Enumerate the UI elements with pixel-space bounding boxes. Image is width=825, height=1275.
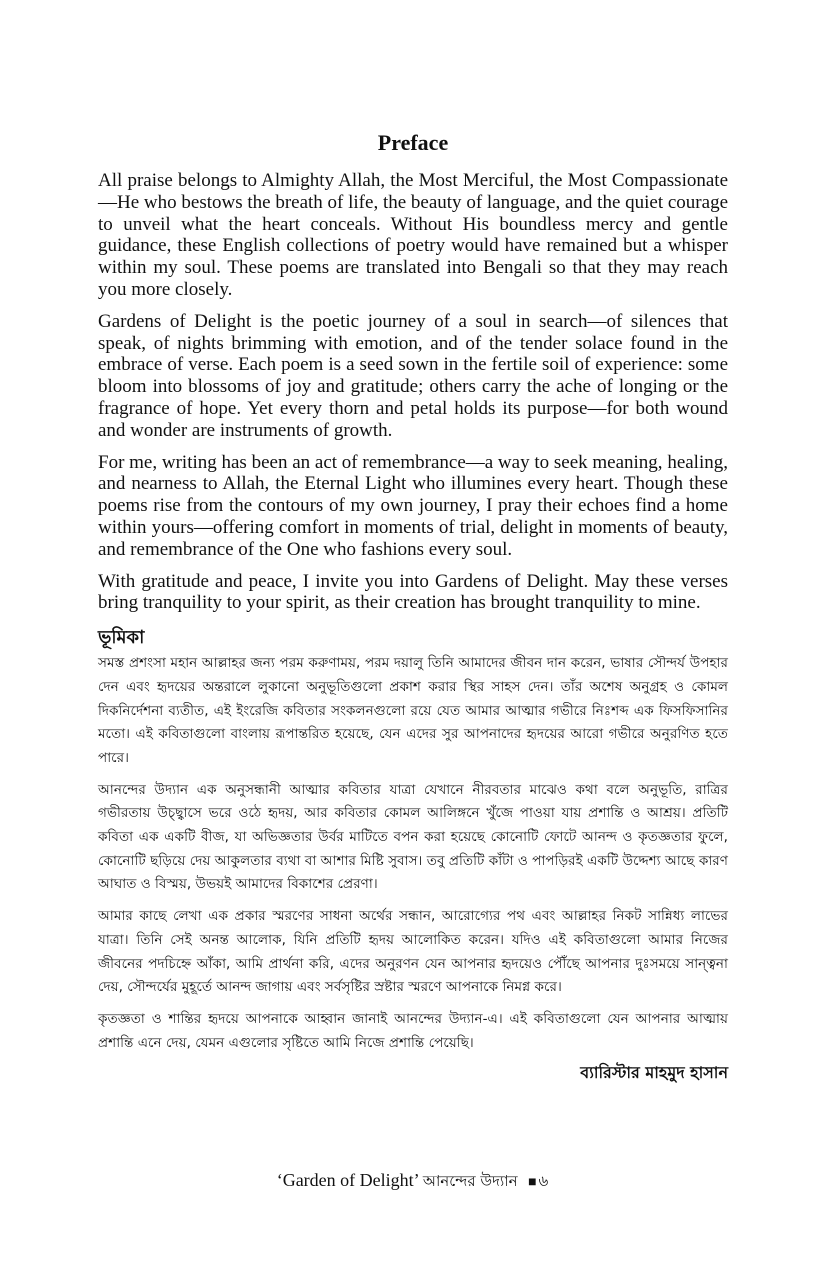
preface-paragraph-1: All praise belongs to Almighty Allah, the Most Merciful, the Most Compassionate—He who bestows the breath of life, the beauty of language, and the quiet courage to unveil what the heart conceals. Without His boundless mercy and gentle guidance, these English collections of poetry would have remained but a whisper within my soul. These poems are translated into Bengali so that they may reach you more closely.: [98, 170, 728, 300]
preface-paragraph-4: With gratitude and peace, I invite you into Gardens of Delight. May these verses bring tranquility to your spirit, as their creation has brought tranquility to mine.: [98, 570, 728, 614]
bhumika-paragraph-4: কৃতজ্ঞতা ও শান্তির হৃদয়ে আপনাকে আহ্বান জানাই আনন্দের উদ্যান-এ। এই কবিতাগুলো যেন আপনার আত্মায় প্রশান্তি এনে দেয়, যেমন এগুলোর সৃষ্টিতে আমি নিজে প্রশান্তি পেয়েছি।: [98, 1010, 728, 1051]
author-signature: ব্যারিস্টার মাহমুদ হাসান: [580, 1063, 728, 1083]
page-number: ৬: [538, 1172, 549, 1190]
page-footer: [0, 1168, 825, 1195]
bhumika-heading: ভূমিকা: [98, 627, 145, 649]
footer-title-bn: আনন্দের উদ্যান: [422, 1172, 518, 1190]
preface-paragraph-3: For me, writing has been an act of remembrance—a way to seek meaning, healing, and nearness to Allah, the Eternal Light who illumines every heart. Though these poems rise from the contours of my own journey, I pray their echoes find a home within yours—offering comfort in moments of trial, delight in moments of beauty, and remembrance of the One who fashions every soul.: [98, 451, 728, 560]
square-bullet-icon: ■: [528, 1175, 537, 1190]
bhumika-paragraph-3: আমার কাছে লেখা এক প্রকার স্মরণের সাধনা অর্থের সন্ধান, আরোগ্যের পথ এবং আল্লাহর নিকট সান্নিধ্য লাভের যাত্রা। তিনি সেই অনন্ত আলোক, যিনি প্রতিটি হৃদয় আলোকিত করেন। যদিও এই কবিতাগুলো আমার নিজের জীবনের পদচিহ্নে আঁকা, আমি প্রার্থনা করি, এদের অনুরণন যেন আপনার হৃদয়েও পৌঁছে আপনার দুঃসময়ে সান্ত্বনা দেয়, সৌন্দর্যের মুহূর্তে আনন্দ জাগায় এবং সর্বসৃষ্টির স্রষ্টার স্মরণে আপনাকে নিমগ্ন করে।: [98, 908, 728, 996]
page-content: [98, 128, 728, 1085]
preface-paragraph-2: Gardens of Delight is the poetic journey of a soul in search—of silences that speak, of nights brimming with emotion, and of the tender solace found in the embrace of verse. Each poem is a seed sown in the fertile soil of experience: some bloom into blossoms of joy and gratitude; others carry the ache of longing or the fragrance of hope. Yet every thorn and petal holds its purpose—for both wound and wonder are instruments of growth.: [98, 310, 728, 441]
bhumika-paragraph-2: আনন্দের উদ্যান এক অনুসন্ধানী আত্মার কবিতার যাত্রা যেখানে নীরবতার মাঝেও কথা বলে অনুভূতি, রাত্রির গভীরতায় উচ্ছ্বাসে ভরে ওঠে হৃদয়, আর কবিতার কোমল আলিঙ্গনে খুঁজে পাওয়া যায় প্রশান্তি ও আশ্রয়। প্রতিটি কবিতা এক একটি বীজ, যা অভিজ্ঞতার উর্বর মাটিতে বপন করা হয়েছে কোনোটি ফোটে আনন্দ ও কৃতজ্ঞতার ফুলে, কোনোটি ছড়িয়ে দেয় আকুলতার ব্যথা বা আশার মিষ্টি সুবাস। তবু প্রতিটি কাঁটা ও পাপড়িরই একটি উদ্দেশ্য আছে কারণ আঘাত ও বিস্ময়, উভয়ই আমাদের বিকাশের প্রেরণা।: [98, 781, 728, 893]
footer-title-en: ‘Garden of Delight’: [276, 1170, 419, 1190]
bhumika-paragraph-1: সমস্ত প্রশংসা মহান আল্লাহর জন্য পরম করুণাময়, পরম দয়ালু তিনি আমাদের জীবন দান করেন, ভাষার সৌন্দর্য উপহার দেন এবং হৃদয়ের অন্তরালে লুকানো অনুভূতিগুলো প্রকাশ করার স্থির সাহস দেন। তাঁর অশেষ অনুগ্রহ ও কোমল দিকনির্দেশনা ব্যতীত, এই ইংরেজি কবিতার সংকলনগুলো রয়ে যেত আমার আত্মার গভীরে নিঃশব্দ এক ফিসফিসানির মতো। এই কবিতাগুলো বাংলায় রূপান্তরিত হয়েছে, যেন এদের সুর আপনাদের হৃদয়ের আরো গভীরে অনুরণিত হতে পারে।: [98, 655, 728, 766]
preface-title: Preface: [377, 130, 449, 155]
